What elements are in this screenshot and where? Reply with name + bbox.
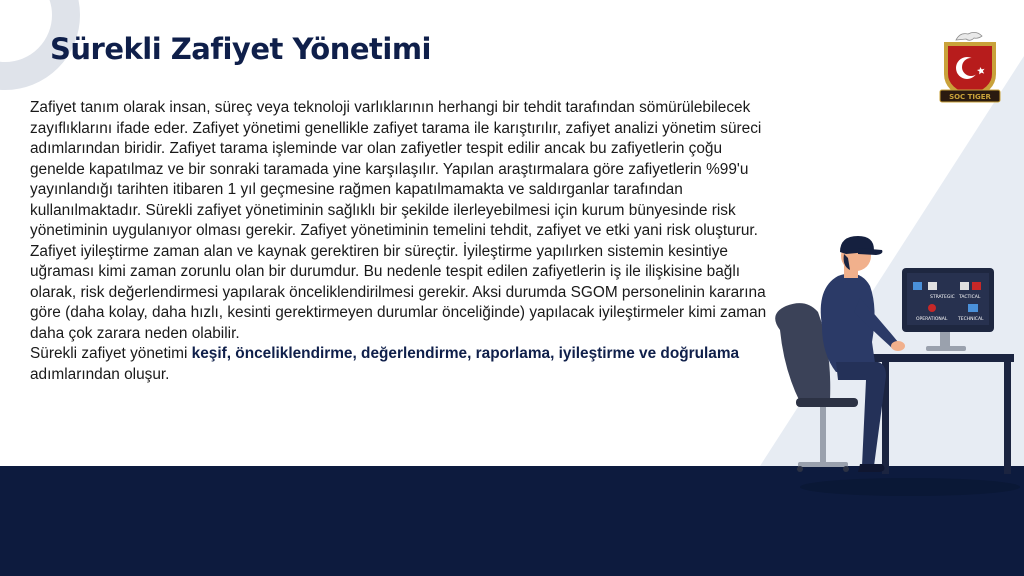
paragraph-summary xyxy=(30,344,770,385)
page-title: Sürekli Zafiyet Yönetimi xyxy=(50,32,431,66)
paragraph-remediation: Zafiyet iyileştirme zaman alan ve kaynak gerektiren bir süreçtir. İyileştirme yapılırken sistemin kesintiye uğraması kimi zaman zorunlu olan bir durumdur. Bu nedenle tespit edilen zafiyetlerin iş ile ilişkisine bağlı olarak, risk değerlendirmesi yapılarak önceliklendirilmesi gerekir. Aksi durumda SGOM personelinin kararına göre (daha kolay, daha hızlı, kesinti gerektirmeyen durumlar önceliğinde) yapılacak iyileştirmeler kimi zaman daha çok zarara neden olabilir. xyxy=(30,242,767,342)
summary-prefix: Sürekli zafiyet yönetimi xyxy=(30,345,192,362)
body-text xyxy=(30,98,770,385)
monitor-label-operational: OPERATIONAL xyxy=(916,317,948,322)
monitor-label-strategic: STRATEGIC xyxy=(930,295,955,300)
logo-banner-text: SOC TIGER xyxy=(949,93,991,101)
monitor-label-technical: TECHNICAL xyxy=(958,317,984,322)
summary-suffix: adımlarından oluşur. xyxy=(30,365,170,383)
summary-steps: keşif, önceliklendirme, değerlendirme, raporlama, iyileştirme ve doğrulama xyxy=(191,345,740,362)
crescent-star-emblem-icon xyxy=(936,30,1004,106)
paragraph-definition: Zafiyet tanım olarak insan, süreç veya teknoloji varlıklarının herhangi bir tehdit tarafından sömürülebilecek zayıflıklarını ifade eder. Zafiyet yönetimi genellikle zafiyet tarama ile karıştırılır, zafiyet analizi yönetim süreci adımlarından biridir. Zafiyet tarama işleminde var olan zafiyetler tespit edilir ancak bu zafiyetlerin çoğu genelde kapatılmaz ve bir sonraki taramada yine karşılaşılır. Yapılan araştırmalara göre zafiyetlerin %99'u yayınlandığı tarihten itibaren 1 yıl geçmesine rağmen kapatılmamakta ve saldırganlar tarafından kullanılmaktadır. Sürekli zafiyet yönetiminin sağlıklı bir şekilde ilerleyebilmesi için kurum bünyesinde risk yönetiminin uygulanıyor olması gerekir. Zafiyet yönetiminin temelini tehdit, zafiyet ve etki yani risk oluşturur. xyxy=(30,99,762,239)
analyst-at-desk-illustration xyxy=(760,230,1024,500)
monitor-label-tactical: TACTICAL xyxy=(959,295,981,300)
